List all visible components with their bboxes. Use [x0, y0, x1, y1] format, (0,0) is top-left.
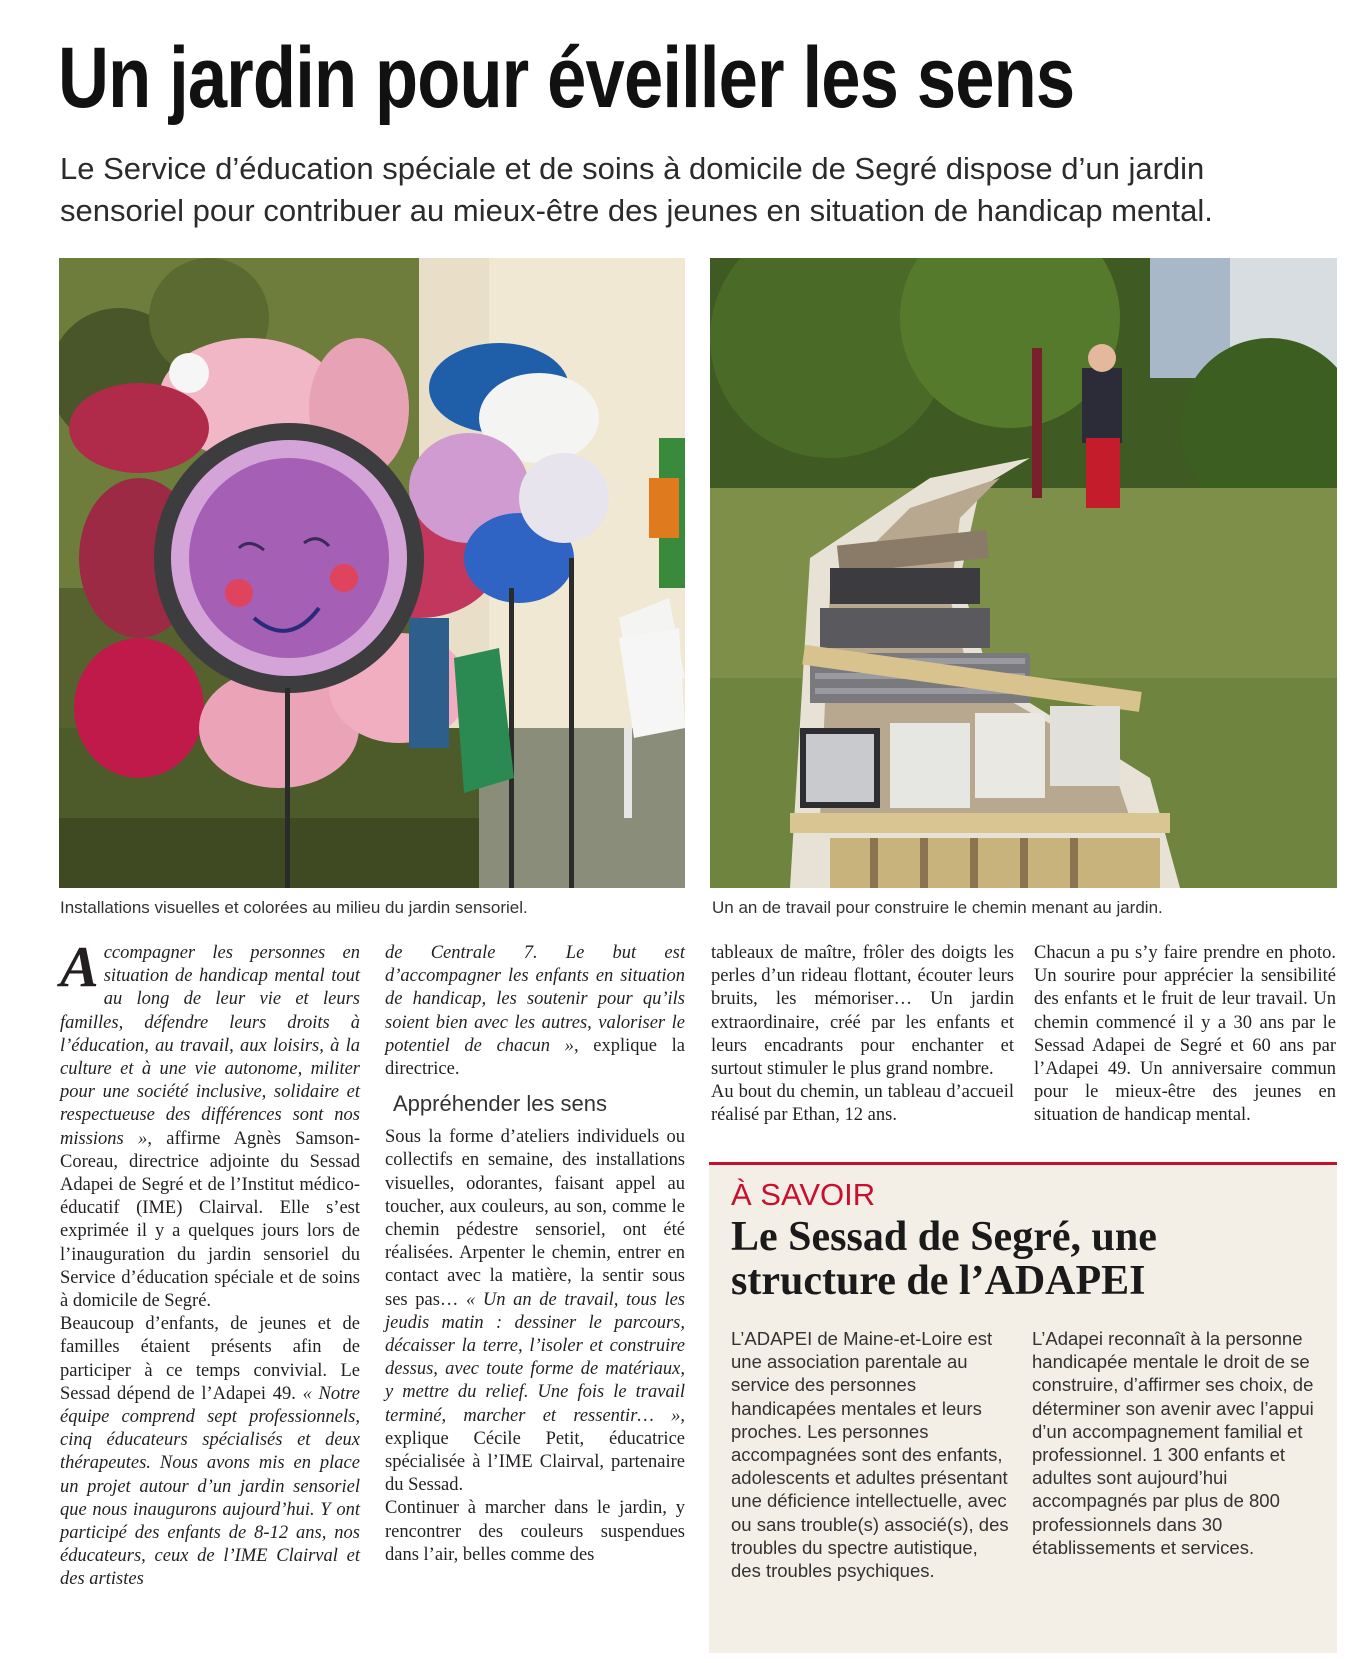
box-kicker: À SAVOIR	[731, 1177, 876, 1212]
paragraph-2-quote: « Notre équipe comprend sept professionnels, cinq éducateurs spécialisés et deux thérapeutes. Nous avons mis en place un projet autour d’un jardin sensoriel que nous inaugurons aujourd’hui. Y ont participé des enfants de 8-12 ans, nos éducateurs, ceux de l’IME Clairval et des artistes	[60, 1383, 360, 1590]
flower-installation-illustration	[59, 258, 685, 888]
body-column-2	[385, 942, 685, 1567]
paragraph-2-continued	[385, 942, 685, 1081]
paragraph-3-intro: Sous la forme d’ateliers individuels ou collectifs en semaine, des installations visuelles, odorantes, faisant appel au toucher, aux couleurs, au son, comme le chemin pédestre sensoriel, ont été réalisées. Arpenter le chemin, entrer en contact avec la matière, la sentir sous ses pas…	[385, 1127, 685, 1310]
paragraph-4: Continuer à marcher dans le jardin, y rencontrer des couleurs suspendues dans l’air, belles comme des	[385, 1498, 685, 1565]
paragraph-4-continued: tableaux de maître, frôler des doigts les perles d’un rideau flottant, écouter leurs bruits, les mémoriser… Un jardin extraordinaire, créé par les enfants et leurs encadrants pour enchanter et surtout stimuler le plus grand nombre.	[711, 943, 1014, 1080]
body-column-4	[1034, 942, 1336, 1128]
box-title: Le Sessad de Segré, une structure de l’ADAPEI	[731, 1214, 1157, 1304]
paragraph-2-quote-continued: de Centrale 7. Le but est d’accompagner les enfants en situation de handicap, les soutenir pour qu’ils soient bien avec les autres, valoriser le potentiel de chacun »	[385, 943, 685, 1056]
photo-sensory-path	[710, 258, 1337, 888]
standfirst: Le Service d’éducation spéciale et de soins à domicile de Segré dispose d’un jardin sensoriel pour contribuer au mieux-être des jeunes en situation de handicap mental.	[60, 151, 1213, 228]
photo1-caption: Installations visuelles et colorées au milieu du jardin sensoriel.	[60, 898, 528, 917]
photo2-caption: Un an de travail pour construire le chemin menant au jardin.	[712, 898, 1163, 917]
lead-paragraph	[60, 934, 360, 1313]
paragraph-6: Chacun a pu s’y faire prendre en photo. Un sourire pour apprécier la sensibilité des enfants et le fruit de leur travail. Un chemin commencé il y a 30 ans par le Sessad Adapei de Segré et 60 ans par l’Adapei 49. Un anniversaire commun pour le mieux-être des jeunes en situation de handicap mental.	[1034, 943, 1336, 1126]
paragraph-5: Au bout du chemin, un tableau d’accueil réalisé par Ethan, 12 ans.	[711, 1082, 1014, 1126]
photo-flower-installations	[59, 258, 685, 888]
paragraph-3	[385, 1126, 685, 1497]
paragraph-2	[60, 1313, 360, 1591]
dropcap: A	[60, 934, 99, 999]
paragraph-2-intro: Beaucoup d’enfants, de jeunes et de familles étaient présents afin de participer à ce temps convivial. Le Sessad dépend de l’Adapei 49.	[60, 1314, 360, 1404]
sensory-path-illustration	[710, 258, 1337, 888]
body-column-3	[711, 942, 1014, 1128]
paragraph-2-attribution: , explique la directrice.	[385, 1035, 685, 1080]
body-column-1	[60, 934, 360, 1592]
box-column-1: L’ADAPEI de Maine-et-Loire est une association parentale au service des personnes handicapées mentales et leurs proches. Les personnes accompagnées sont des enfants, adolescents et adultes présentant une déficience intellectuelle, avec ou sans trouble(s) associé(s), des troubles du spectre autistique, des troubles psychiques.	[731, 1328, 1009, 1582]
lead-quote: ccompagner les personnes en situation de handicap mental tout au long de leur vie et leurs familles, défendre leurs droits à l’éducation, au travail, aux loisirs, à la culture et à une vie autonome, militer pour une société inclusive, solidaire et respectueuse des différences sont nos missions »	[60, 943, 360, 1149]
info-box	[709, 1162, 1337, 1653]
lead-attribution: , affirme Agnès Samson-Coreau, directrice adjointe du Sessad Adapei de Segré et de l’Institut médico-éducatif (IME) Clairval. Elle s’est exprimée il y a quelques jours lors de l’inauguration du jardin sensoriel du Service d’éducation spéciale et de soins à domicile de Segré.	[60, 1128, 360, 1312]
paragraph-3-quote: « Un an de travail, tous les jeudis matin : dessiner le parcours, décaisser la terre, l’isoler et construire dessus, avec toute forme de matériaux, y mettre du relief. Une fois le travail terminé, marcher et ressentir… »	[385, 1289, 685, 1426]
paragraph-3-attribution: , explique Cécile Petit, éducatrice spécialisée à l’IME Clairval, partenaire du Sessad.	[385, 1405, 685, 1496]
box-column-2: L’Adapei reconnaît à la personne handicapée mentale le droit de se construire, d’affirmer ses choix, de déterminer son avenir avec l’appui d’un accompagnement familial et professionnel. 1 300 enfants et adultes sont aujourd’hui accompagnés par plus de 800 professionnels dans 30 établissements et services.	[1032, 1328, 1314, 1558]
headline: Un jardin pour éveiller les sens	[58, 30, 1075, 126]
subhead-apprehender: Appréhender les sens	[393, 1091, 608, 1117]
